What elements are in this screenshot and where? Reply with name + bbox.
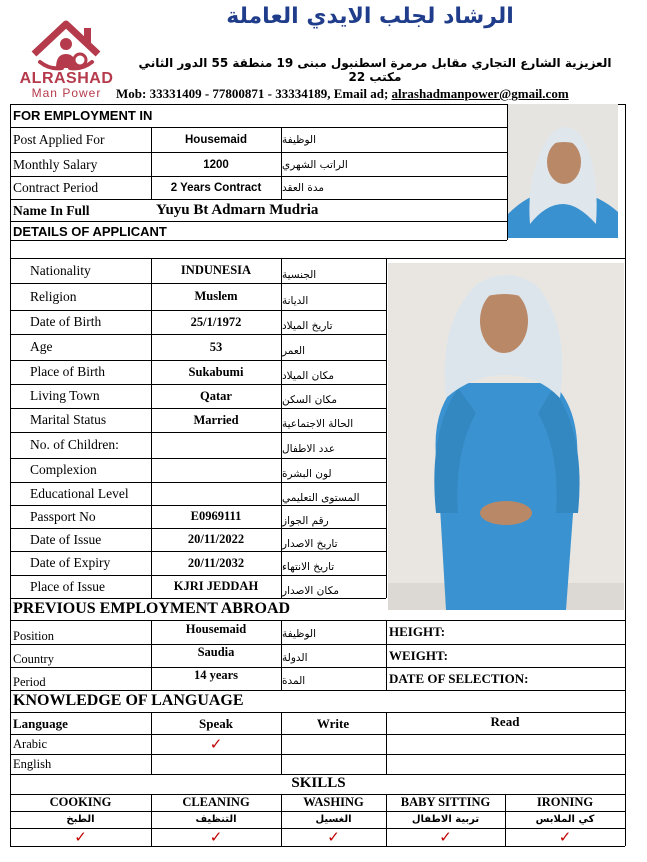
applicant-value-nationality: INDUNESIA bbox=[180, 263, 252, 277]
language-name-arabic: Arabic bbox=[13, 736, 48, 751]
language-header-read: Read bbox=[490, 714, 520, 729]
applicant-value-date-of-birth: 25/1/1972 bbox=[190, 314, 242, 329]
applicant-label-date-of-expiry: Date of Expiry bbox=[30, 555, 111, 570]
language-read-english bbox=[386, 754, 624, 774]
applicant-label-date-of-issue: Date of Issue bbox=[30, 531, 102, 547]
applicant-label-complexion: Complexion bbox=[30, 462, 97, 477]
language-read-arabic bbox=[386, 734, 624, 754]
applicant-label-passport-no: Passport No bbox=[30, 508, 96, 524]
applicant-photo-full bbox=[388, 263, 624, 610]
language-header-language: Language bbox=[13, 716, 68, 731]
skill-check-ironing: ✓ bbox=[558, 828, 572, 846]
applicant-label-age: Age bbox=[30, 339, 53, 354]
applicant-arabic-place-of-birth: مكان الميلاد bbox=[282, 370, 334, 382]
name-label: Name In Full bbox=[13, 202, 90, 218]
language-header-speak: Speak bbox=[199, 716, 233, 731]
applicant-arabic-educational-level: المستوى التعليمي bbox=[282, 491, 360, 504]
employment-value-contract: 2 Years Contract bbox=[170, 182, 262, 194]
employment-arabic-contract: مدة العقد bbox=[282, 182, 324, 194]
previous-arabic-period: المدة bbox=[282, 674, 306, 687]
applicant-arabic-nationality: الجنسية bbox=[282, 268, 317, 281]
grid-line bbox=[386, 258, 387, 598]
applicant-photo-small bbox=[508, 104, 618, 238]
employment-value-salary: 1200 bbox=[203, 158, 229, 171]
language-write-english bbox=[282, 754, 384, 774]
skill-label-washing: WASHING bbox=[303, 795, 364, 809]
section-title-previous: PREVIOUS EMPLOYMENT ABROAD bbox=[13, 600, 291, 617]
applicant-label-marital-status: Marital Status bbox=[30, 412, 107, 427]
grid-line bbox=[386, 620, 387, 690]
employment-label-post: Post Applied For bbox=[13, 132, 105, 147]
previous-right-period: DATE OF SELECTION: bbox=[389, 670, 529, 686]
grid-line bbox=[10, 240, 507, 241]
skill-check-baby-sitting: ✓ bbox=[439, 828, 452, 846]
previous-arabic-country: الدولة bbox=[282, 651, 308, 664]
applicant-value-living-town: Qatar bbox=[200, 388, 232, 403]
applicant-value-marital-status: Married bbox=[193, 412, 239, 427]
applicant-label-date-of-birth: Date of Birth bbox=[30, 314, 102, 329]
previous-label-country: Country bbox=[13, 652, 54, 666]
applicant-value-date-of-expiry: 20/11/2032 bbox=[187, 555, 245, 570]
skill-check-cleaning: ✓ bbox=[209, 828, 223, 846]
language-speak-arabic: ✓ bbox=[209, 735, 223, 753]
language-write-arabic bbox=[282, 734, 384, 754]
applicant-arabic-religion: الديانة bbox=[282, 294, 309, 307]
skill-label-ironing: IRONING bbox=[536, 795, 594, 809]
contact-email[interactable]: alrashadmanpower@gmail.com bbox=[391, 86, 569, 101]
language-name-english: English bbox=[13, 756, 52, 771]
applicant-label-living-town: Living Town bbox=[30, 388, 100, 403]
employment-arabic-salary: الراتب الشهري bbox=[282, 158, 348, 171]
applicant-label-place-of-birth: Place of Birth bbox=[30, 364, 105, 379]
applicant-value-date-of-issue: 20/11/2022 bbox=[187, 532, 245, 546]
section-title-employment: FOR EMPLOYMENT IN bbox=[13, 107, 153, 123]
applicant-arabic-passport-no: رقم الجواز bbox=[282, 514, 329, 527]
contact-phones: Mob: 33331409 - 77800871 - 33334189, Email ad; bbox=[116, 86, 392, 101]
applicant-arabic-complexion: لون البشرة bbox=[282, 468, 332, 480]
applicant-value-age: 53 bbox=[209, 339, 223, 354]
grid-line bbox=[10, 846, 625, 847]
contact-line bbox=[116, 86, 636, 102]
applicant-value-no-of-children bbox=[152, 432, 280, 458]
skill-arabic-ironing: كي الملابس bbox=[535, 814, 595, 825]
applicant-arabic-date-of-expiry: تاريخ الانتهاء bbox=[282, 561, 335, 573]
applicant-arabic-living-town: مكان السكن bbox=[282, 394, 337, 406]
grid-line bbox=[625, 104, 626, 846]
language-header-write: Write bbox=[316, 716, 350, 731]
section-title-skills: SKILLS bbox=[291, 774, 346, 791]
applicant-arabic-date-of-issue: تاريخ الاصدار bbox=[282, 537, 338, 550]
logo-tagline: Man Power bbox=[31, 86, 102, 100]
previous-value-period: 14 years bbox=[193, 668, 239, 682]
applicant-arabic-age: العمر bbox=[282, 345, 306, 357]
previous-arabic-position: الوظيفة bbox=[282, 628, 317, 640]
applicant-label-no-of-children: No. of Children: bbox=[30, 437, 119, 452]
applicant-arabic-marital-status: الحالة الاجتماعية bbox=[282, 418, 354, 430]
language-speak-english bbox=[152, 754, 280, 774]
applicant-label-nationality: Nationality bbox=[30, 262, 91, 278]
applicant-value-place-of-issue: KJRI JEDDAH bbox=[173, 579, 259, 593]
applicant-label-religion: Religion bbox=[30, 288, 77, 304]
skill-label-baby-sitting: BABY SITTING bbox=[400, 795, 491, 809]
company-arabic-title: الرشاد لجلب الايدي العاملة bbox=[226, 4, 514, 29]
applicant-label-place-of-issue: Place of Issue bbox=[30, 578, 105, 594]
skill-arabic-washing: الغسيل bbox=[315, 814, 352, 825]
skill-label-cooking: COOKING bbox=[49, 795, 112, 809]
applicant-arabic-place-of-issue: مكان الاصدار bbox=[282, 584, 339, 597]
applicant-full-name: Yuyu Bt Admarn Mudria bbox=[156, 202, 319, 218]
applicant-arabic-no-of-children: عدد الاطفال bbox=[282, 443, 336, 455]
section-title-applicant: DETAILS OF APPLICANT bbox=[13, 223, 167, 239]
previous-label-position: Position bbox=[13, 628, 54, 643]
applicant-label-educational-level: Educational Level bbox=[30, 485, 129, 501]
applicant-arabic-date-of-birth: تاريخ الميلاد bbox=[282, 320, 333, 332]
skill-check-cooking: ✓ bbox=[74, 828, 87, 846]
previous-value-position: Housemaid bbox=[185, 621, 247, 636]
previous-value-country: Saudia bbox=[197, 645, 235, 659]
skill-arabic-baby-sitting: تربية الاطفال bbox=[411, 814, 480, 825]
skill-arabic-cleaning: التنظيف bbox=[195, 814, 237, 825]
previous-right-country: WEIGHT: bbox=[389, 647, 448, 663]
employment-label-salary: Monthly Salary bbox=[13, 156, 98, 172]
previous-right-position: HEIGHT: bbox=[389, 624, 446, 639]
skill-check-washing: ✓ bbox=[327, 828, 340, 846]
skill-label-cleaning: CLEANING bbox=[182, 795, 250, 809]
skill-arabic-cooking: الطبخ bbox=[66, 814, 95, 825]
employment-arabic-post: الوظيفة bbox=[282, 134, 317, 146]
applicant-value-place-of-birth: Sukabumi bbox=[188, 364, 244, 379]
applicant-value-passport-no: E0969111 bbox=[190, 509, 242, 523]
logo-name: ALRASHAD bbox=[19, 70, 114, 87]
applicant-value-religion: Muslem bbox=[194, 289, 238, 303]
company-address: العزيزية الشارع التجاري مقابل مرمرة اسطنبول مبنى 19 منطقة 55 الدور الثاني مكتب 22 bbox=[138, 56, 612, 84]
employment-value-post: Housemaid bbox=[185, 134, 247, 146]
applicant-value-complexion bbox=[152, 458, 280, 482]
applicant-value-educational-level bbox=[152, 482, 280, 505]
employment-label-contract: Contract Period bbox=[13, 180, 99, 195]
section-title-language: KNOWLEDGE OF LANGUAGE bbox=[13, 692, 244, 709]
previous-label-period: Period bbox=[13, 675, 46, 689]
